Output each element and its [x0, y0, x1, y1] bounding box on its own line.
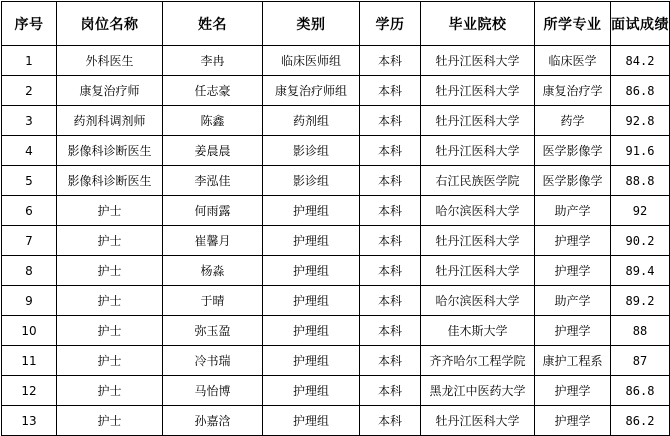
- cell-school: 黑龙江中医药大学: [421, 376, 535, 406]
- cell-category: 护理组: [263, 346, 360, 376]
- cell-category: 护理组: [263, 376, 360, 406]
- cell-education: 本科: [360, 136, 421, 166]
- cell-education: 本科: [360, 196, 421, 226]
- cell-index: 7: [2, 226, 57, 256]
- table-row: [2, 76, 670, 106]
- header-score: 面试成绩: [611, 2, 670, 46]
- cell-score: 91.6: [611, 136, 670, 166]
- cell-education: 本科: [360, 346, 421, 376]
- cell-score: 92.8: [611, 106, 670, 136]
- cell-category: 影诊组: [263, 136, 360, 166]
- cell-position: 影像科诊断医生: [57, 166, 163, 196]
- cell-school: 佳木斯大学: [421, 316, 535, 346]
- cell-category: 护理组: [263, 286, 360, 316]
- cell-education: 本科: [360, 286, 421, 316]
- cell-name: 弥玉盈: [163, 316, 263, 346]
- cell-name: 李冉: [163, 46, 263, 76]
- cell-major: 助产学: [535, 286, 611, 316]
- cell-category: 影诊组: [263, 166, 360, 196]
- cell-index: 1: [2, 46, 57, 76]
- cell-category: 护理组: [263, 406, 360, 436]
- cell-position: 护士: [57, 286, 163, 316]
- table-row: [2, 376, 670, 406]
- cell-name: 冷书瑞: [163, 346, 263, 376]
- cell-school: 牡丹江医科大学: [421, 46, 535, 76]
- cell-index: 2: [2, 76, 57, 106]
- cell-major: 护理学: [535, 376, 611, 406]
- cell-category: 护理组: [263, 226, 360, 256]
- cell-name: 马怡博: [163, 376, 263, 406]
- cell-education: 本科: [360, 106, 421, 136]
- cell-name: 姜晨晨: [163, 136, 263, 166]
- cell-education: 本科: [360, 406, 421, 436]
- table-row: [2, 406, 670, 436]
- cell-school: 牡丹江医科大学: [421, 136, 535, 166]
- cell-name: 李泓佳: [163, 166, 263, 196]
- cell-position: 护士: [57, 316, 163, 346]
- cell-education: 本科: [360, 316, 421, 346]
- cell-education: 本科: [360, 76, 421, 106]
- cell-education: 本科: [360, 256, 421, 286]
- table-row: [2, 316, 670, 346]
- cell-index: 3: [2, 106, 57, 136]
- cell-index: 12: [2, 376, 57, 406]
- cell-score: 86.8: [611, 376, 670, 406]
- cell-score: 90.2: [611, 226, 670, 256]
- cell-index: 6: [2, 196, 57, 226]
- cell-category: 临床医师组: [263, 46, 360, 76]
- cell-school: 牡丹江医科大学: [421, 226, 535, 256]
- table-row: [2, 46, 670, 76]
- cell-position: 护士: [57, 196, 163, 226]
- cell-school: 哈尔滨医科大学: [421, 286, 535, 316]
- cell-school: 哈尔滨医科大学: [421, 196, 535, 226]
- cell-major: 护理学: [535, 256, 611, 286]
- cell-name: 陈鑫: [163, 106, 263, 136]
- cell-position: 药剂科调剂师: [57, 106, 163, 136]
- cell-score: 88: [611, 316, 670, 346]
- cell-major: 康复治疗学: [535, 76, 611, 106]
- table-row: [2, 286, 670, 316]
- cell-category: 康复治疗师组: [263, 76, 360, 106]
- cell-category: 护理组: [263, 256, 360, 286]
- interview-results-table: [1, 1, 670, 436]
- cell-position: 护士: [57, 376, 163, 406]
- cell-position: 康复治疗师: [57, 76, 163, 106]
- cell-school: 牡丹江医科大学: [421, 76, 535, 106]
- cell-school: 牡丹江医科大学: [421, 106, 535, 136]
- cell-score: 89.4: [611, 256, 670, 286]
- header-education: 学历: [360, 2, 421, 46]
- cell-index: 13: [2, 406, 57, 436]
- cell-position: 护士: [57, 256, 163, 286]
- cell-education: 本科: [360, 376, 421, 406]
- cell-score: 87: [611, 346, 670, 376]
- cell-major: 医学影像学: [535, 166, 611, 196]
- table-header: [2, 2, 670, 46]
- cell-category: 护理组: [263, 316, 360, 346]
- cell-name: 崔馨月: [163, 226, 263, 256]
- header-row: [2, 2, 670, 46]
- cell-position: 外科医生: [57, 46, 163, 76]
- cell-major: 护理学: [535, 226, 611, 256]
- cell-index: 8: [2, 256, 57, 286]
- cell-major: 医学影像学: [535, 136, 611, 166]
- cell-index: 5: [2, 166, 57, 196]
- cell-major: 药学: [535, 106, 611, 136]
- cell-position: 护士: [57, 346, 163, 376]
- cell-name: 杨淼: [163, 256, 263, 286]
- cell-score: 88.8: [611, 166, 670, 196]
- cell-major: 康护工程系: [535, 346, 611, 376]
- table-row: [2, 136, 670, 166]
- header-index: 序号: [2, 2, 57, 46]
- cell-position: 护士: [57, 406, 163, 436]
- cell-category: 药剂组: [263, 106, 360, 136]
- cell-major: 助产学: [535, 196, 611, 226]
- table-row: [2, 346, 670, 376]
- cell-score: 84.2: [611, 46, 670, 76]
- cell-position: 护士: [57, 226, 163, 256]
- table-body: [2, 46, 670, 436]
- table-row: [2, 256, 670, 286]
- table-row: [2, 196, 670, 226]
- cell-index: 10: [2, 316, 57, 346]
- cell-school: 右江民族医学院: [421, 166, 535, 196]
- cell-score: 92: [611, 196, 670, 226]
- cell-name: 何雨露: [163, 196, 263, 226]
- cell-education: 本科: [360, 226, 421, 256]
- header-name: 姓名: [163, 2, 263, 46]
- cell-education: 本科: [360, 166, 421, 196]
- cell-major: 临床医学: [535, 46, 611, 76]
- cell-index: 9: [2, 286, 57, 316]
- table-row: [2, 106, 670, 136]
- cell-name: 孙嘉浛: [163, 406, 263, 436]
- cell-category: 护理组: [263, 196, 360, 226]
- cell-school: 牡丹江医科大学: [421, 406, 535, 436]
- cell-school: 牡丹江医科大学: [421, 256, 535, 286]
- cell-index: 11: [2, 346, 57, 376]
- cell-major: 护理学: [535, 316, 611, 346]
- cell-score: 89.2: [611, 286, 670, 316]
- cell-score: 86.8: [611, 76, 670, 106]
- table-row: [2, 166, 670, 196]
- cell-name: 于晴: [163, 286, 263, 316]
- cell-major: 护理学: [535, 406, 611, 436]
- cell-education: 本科: [360, 46, 421, 76]
- cell-score: 86.2: [611, 406, 670, 436]
- header-category: 类别: [263, 2, 360, 46]
- cell-school: 齐齐哈尔工程学院: [421, 346, 535, 376]
- header-major: 所学专业: [535, 2, 611, 46]
- header-school: 毕业院校: [421, 2, 535, 46]
- header-position: 岗位名称: [57, 2, 163, 46]
- cell-name: 任志豪: [163, 76, 263, 106]
- cell-position: 影像科诊断医生: [57, 136, 163, 166]
- table-row: [2, 226, 670, 256]
- cell-index: 4: [2, 136, 57, 166]
